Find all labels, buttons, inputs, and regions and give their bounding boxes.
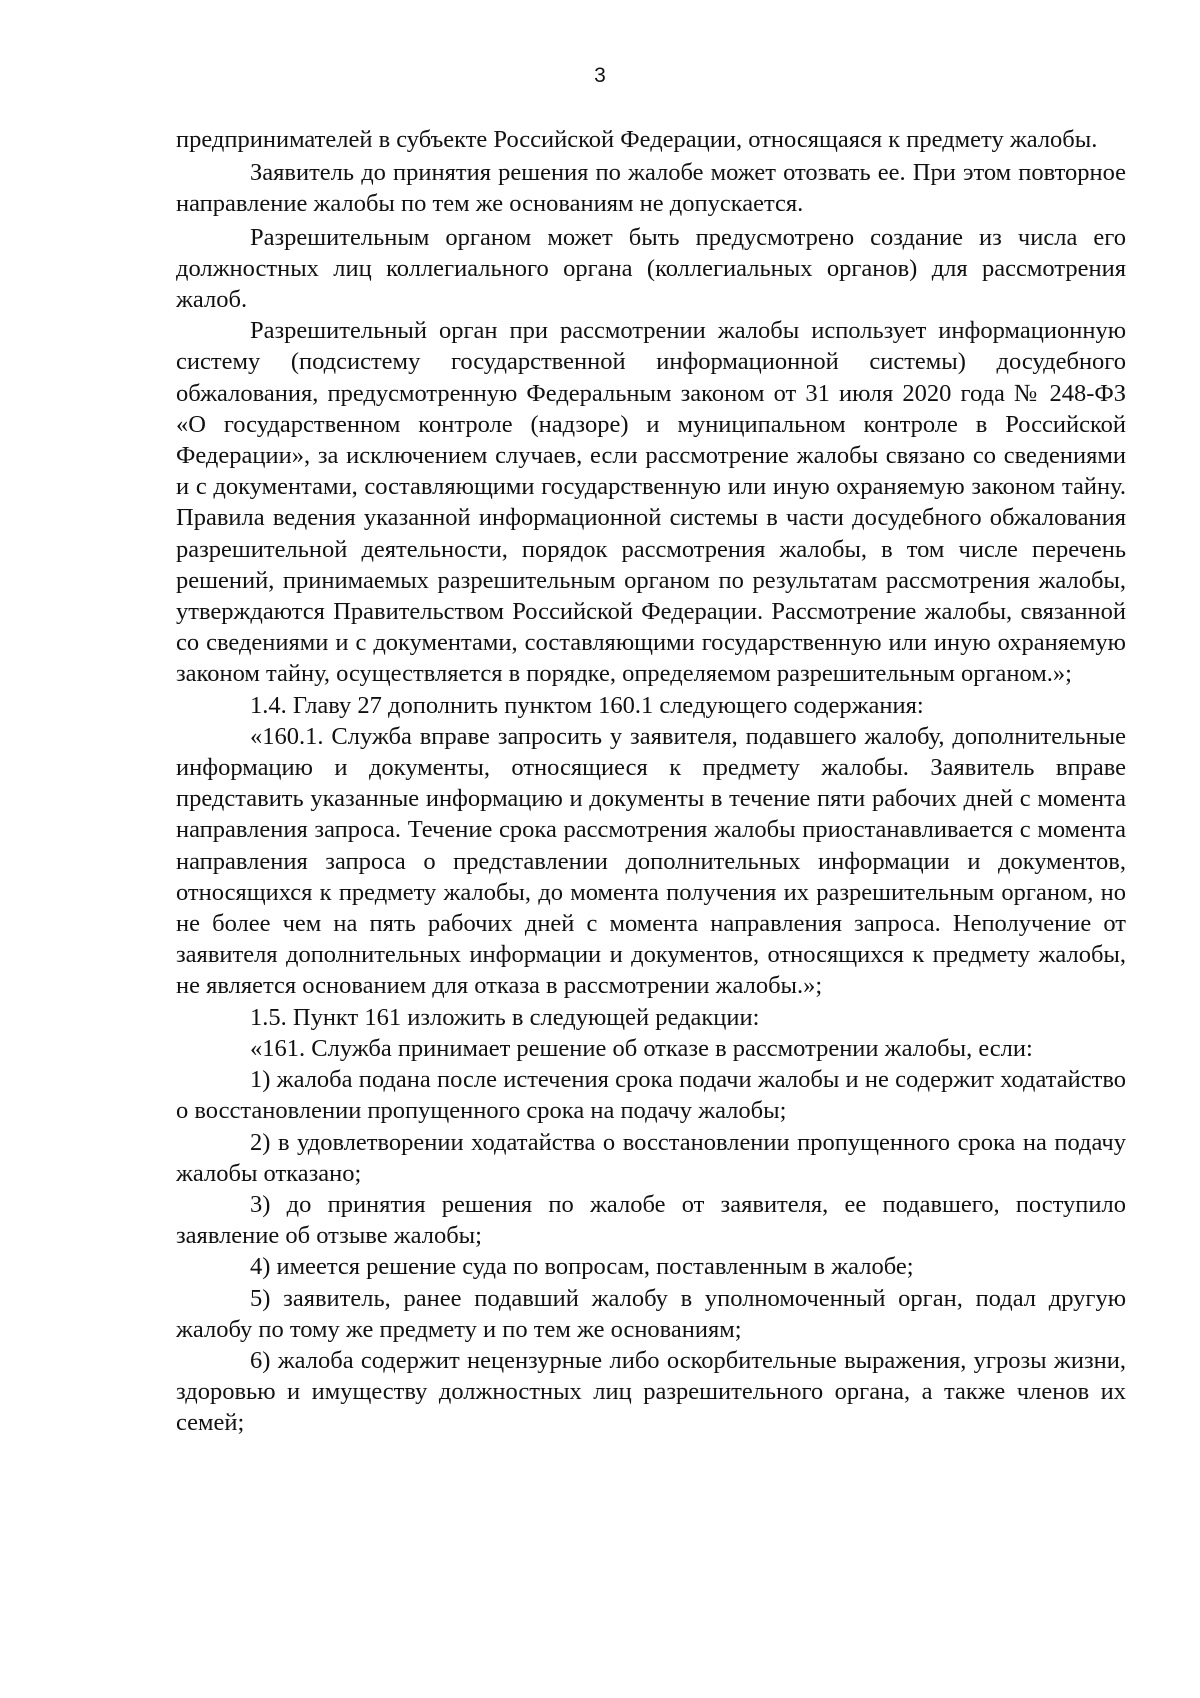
list-item: 5) заявитель, ранее подавший жалобу в уполномоченный орган, подал другую жалобу по тому же предмету и по тем же основаниям;: [176, 1284, 1126, 1343]
list-item: 3) до принятия решения по жалобе от заявителя, ее подавшего, поступило заявление об отзыве жалобы;: [176, 1190, 1126, 1250]
document-body: [176, 124, 1126, 1439]
list-item: 4) имеется решение суда по вопросам, поставленным в жалобе;: [250, 1253, 914, 1281]
page-number: 3: [594, 64, 606, 87]
list-item: 1) жалоба подана после истечения срока подачи жалобы и не содержит ходатайство о восстановлении пропущенного срока на подачу жалобы;: [176, 1066, 1126, 1125]
list-item: 6) жалоба содержит нецензурные либо оскорбительные выражения, угрозы жизни, здоровью и имуществу должностных лиц разрешительного органа, а также членов их семей;: [176, 1346, 1126, 1437]
paragraph: «161. Служба принимает решение об отказе в рассмотрении жалобы, если:: [250, 1034, 1033, 1062]
paragraph: «160.1. Служба вправе запросить у заявителя, подавшего жалобу, дополнительные информацию и документы, относящиеся к предмету жалобы. Заявитель вправе представить указанные информацию и документы в течение пяти рабочих дней с момента направления запроса. Течение срока рассмотрения жалобы приостанавливается с момента направления запроса о представлении дополнительных информации и документов, относящихся к предмету жалобы, до момента получения их разрешительным органом, но не более чем на пять рабочих дней с момента направления запроса. Неполучение от заявителя дополнительных информации и документов, относящихся к предмету жалобы, не является основанием для отказа в рассмотрении жалобы.»;: [176, 722, 1126, 1000]
paragraph: предпринимателей в субъекте Российской Федерации, относящаяся к предмету жалобы.: [176, 126, 1098, 153]
paragraph: Заявитель до принятия решения по жалобе может отозвать ее. При этом повторное направление жалобы по тем же основаниям не допускается.: [176, 159, 1126, 218]
paragraph: 1.4. Главу 27 дополнить пунктом 160.1 следующего содержания:: [250, 691, 924, 719]
list-item: 2) в удовлетворении ходатайства о восстановлении пропущенного срока на подачу жалобы отказано;: [176, 1128, 1126, 1187]
paragraph: 1.5. Пункт 161 изложить в следующей редакции:: [250, 1003, 760, 1031]
paragraph: Разрешительный орган при рассмотрении жалобы использует информационную систему (подсистему государственной информационной системы) досудебного обжалования, предусмотренную Федеральным законом от 31 июля 2020 года № 248-ФЗ «О государственном контроле (надзоре) и муниципальном контроле в Российской Федерации», за исключением случаев, если рассмотрение жалобы связано со сведениями и с документами, составляющими государственную или иную охраняемую законом тайну. Правила ведения указанной информационной системы в части досудебного обжалования разрешительной деятельности, порядок рассмотрения жалобы, в том числе перечень решений, принимаемых разрешительным органом по результатам рассмотрения жалобы, утверждаются Правительством Российской Федерации. Рассмотрение жалобы, связанной со сведениями и с документами, составляющими государственную или иную охраняемую законом тайну, осуществляется в порядке, определяемом разрешительным органом.»;: [176, 317, 1126, 688]
paragraph: Разрешительным органом может быть предусмотрено создание из числа его должностных лиц коллегиального органа (коллегиальных органов) для рассмотрения жалоб.: [176, 223, 1126, 314]
